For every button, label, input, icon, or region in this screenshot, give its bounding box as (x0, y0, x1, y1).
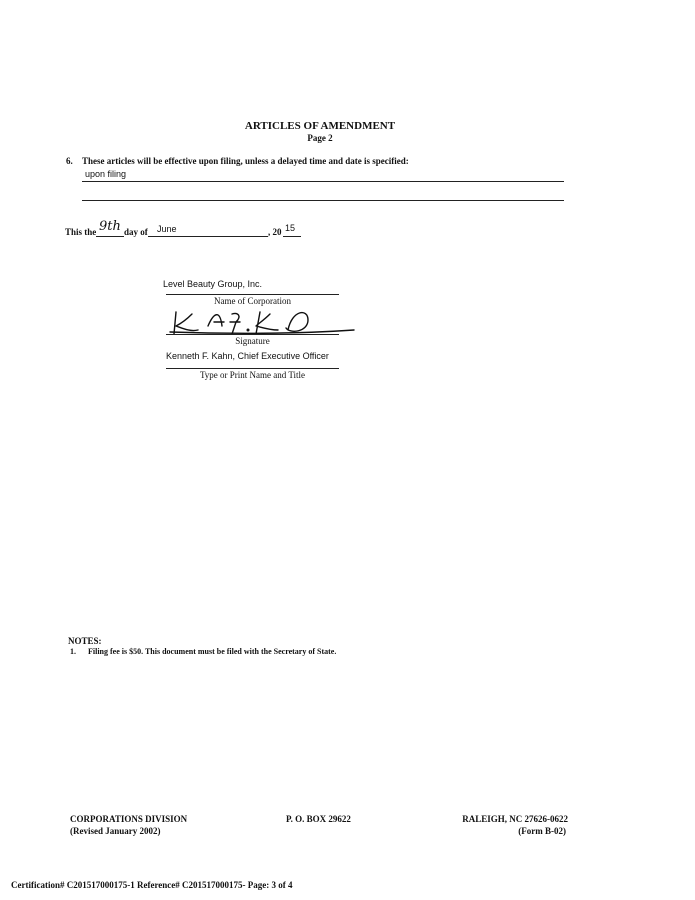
month-value: June (157, 224, 177, 234)
footer-form: (Form B-02) (518, 826, 566, 836)
year-value: 15 (285, 223, 296, 233)
day-of-label: day of (124, 227, 148, 237)
signer-line (166, 368, 339, 369)
month-line (148, 236, 268, 237)
signer-name-title: Kenneth F. Kahn, Chief Executive Officer (166, 351, 329, 361)
certification-line: Certification# C201517000175-1 Reference# C201517000175- Page: 3 of 4 (11, 880, 293, 890)
year-line (283, 236, 301, 237)
footer-division: CORPORATIONS DIVISION (70, 814, 188, 824)
answer-line-1 (82, 181, 564, 182)
corporation-name: Level Beauty Group, Inc. (163, 279, 263, 289)
note-1-number: 1. (70, 647, 76, 656)
day-line (96, 236, 124, 237)
page-label: Page 2 (307, 133, 333, 143)
corporation-label: Name of Corporation (214, 296, 291, 306)
footer-revised: (Revised January 2002) (70, 826, 161, 836)
document-title: ARTICLES OF AMENDMENT (244, 120, 396, 132)
effective-date-value: upon filing (85, 169, 127, 179)
day-value: 9th (99, 219, 121, 234)
item-6-number: 6. (66, 156, 73, 166)
footer-city: RALEIGH, NC 27626-0622 (462, 814, 568, 824)
date-prefix: This the (65, 227, 97, 237)
answer-line-2 (82, 200, 564, 201)
signer-label: Type or Print Name and Title (199, 370, 306, 380)
note-1-text: Filing fee is $50. This document must be filed with the Secretary of State. (88, 647, 337, 656)
signature-label: Signature (235, 336, 270, 346)
corporation-line (166, 294, 339, 295)
footer-po-box: P. O. BOX 29622 (286, 814, 351, 824)
notes-heading: NOTES: (68, 636, 102, 646)
item-6-text: These articles will be effective upon filing, unless a delayed time and date is specified: (82, 156, 409, 166)
signature-line (166, 334, 339, 335)
year-prefix: , 20 (268, 227, 282, 237)
